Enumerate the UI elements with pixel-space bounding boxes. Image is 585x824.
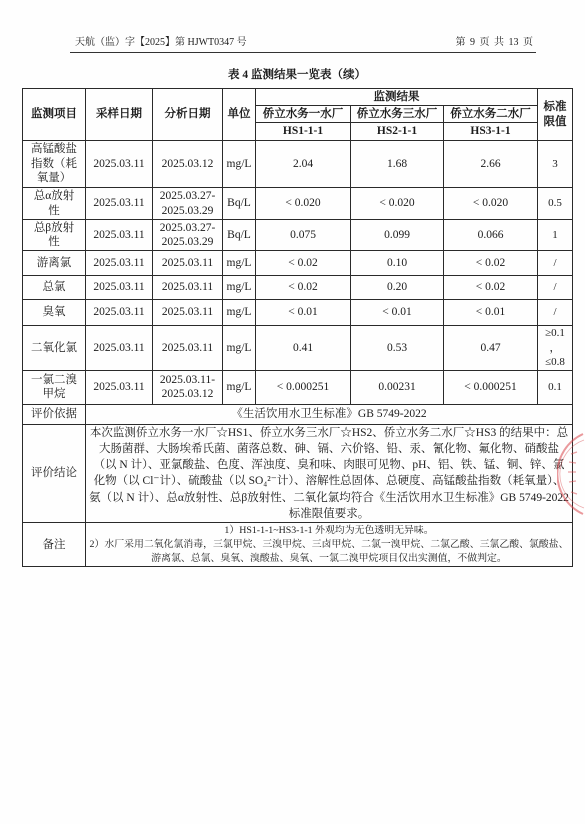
result-hs1: 2.04 [256, 141, 351, 188]
item-cell [23, 251, 86, 276]
standard-limit: ≥0.1，≤0.8 [538, 326, 573, 371]
unit: mg/L [223, 326, 256, 371]
col-header-unit: 单位 [223, 89, 256, 141]
item-cell [23, 188, 86, 220]
evaluation-conclusion-text: 本次监测侨立水务一水厂☆HS1、侨立水务三水厂☆HS2、侨立水务二水厂☆HS3 的结果中：总大肠菌群、大肠埃希氏菌、菌落总数、砷、镉、六价铬、铅、汞、氰化物、氟化物、硝酸盐（以 N 计）、亚氯酸盐、色度、浑浊度、臭和味、肉眼可见物、pH、铝、铁、锰、铜、锌、氯化物（以 Cl⁻计）、硫酸盐（以 SO₄²⁻计）、溶解性总固体、总硬度、高锰酸盐指数（耗氧量）、氨（以 N 计）、总α放射性、总β放射性、二氧化氯均符合《生活饮用水卫生标准》GB 5749-2022 标准限值要求。 [86, 424, 573, 523]
result-hs1: < 0.000251 [256, 370, 351, 404]
unit: mg/L [223, 251, 256, 276]
table-row [23, 188, 573, 220]
table-row [23, 370, 573, 404]
table-row [23, 251, 573, 276]
result-hs2: 0.53 [351, 326, 444, 371]
unit: Bq/L [223, 188, 256, 220]
result-hs2: < 0.020 [351, 188, 444, 220]
standard-limit: / [538, 300, 573, 326]
site-code-hs3: HS3-1-1 [444, 123, 538, 141]
header-rule [70, 52, 536, 53]
result-hs3: < 0.01 [444, 300, 538, 326]
result-hs2: 0.099 [351, 220, 444, 251]
result-hs2: < 0.01 [351, 300, 444, 326]
results-table [22, 88, 573, 567]
unit: mg/L [223, 141, 256, 188]
result-hs2: 0.00231 [351, 370, 444, 404]
evaluation-conclusion-label: 评价结论 [23, 424, 86, 523]
sampling-date: 2025.03.11 [86, 188, 153, 220]
item-name: 高锰酸盐指数（耗氧量） [30, 143, 77, 185]
item-cell [23, 326, 86, 371]
item-cell [23, 141, 86, 188]
result-hs1: < 0.01 [256, 300, 351, 326]
result-hs3: 0.47 [444, 326, 538, 371]
item-cell [23, 300, 86, 326]
item-cell [23, 220, 86, 251]
remarks-cell [86, 523, 573, 567]
standard-limit: 3 [538, 141, 573, 188]
remarks-label: 备注 [23, 523, 86, 567]
table-row [23, 220, 573, 251]
result-hs3: 0.066 [444, 220, 538, 251]
item-cell [23, 370, 86, 404]
analysis-date: 2025.03.11 [153, 251, 223, 276]
analysis-date: 2025.03.11 [153, 300, 223, 326]
col-header-limit-label: 标准限值 [543, 101, 567, 128]
table-title: 表 4 监测结果一览表（续） [228, 69, 366, 81]
item-name: 总氯 [42, 281, 66, 294]
result-hs1: < 0.02 [256, 276, 351, 300]
analysis-date: 2025.03.11-2025.03.12 [153, 370, 223, 404]
standard-limit: 1 [538, 220, 573, 251]
result-hs2: 0.10 [351, 251, 444, 276]
site-code-hs2: HS2-1-1 [351, 123, 444, 141]
item-name: 一氯二溴甲烷 [30, 373, 77, 400]
result-hs3: < 0.020 [444, 188, 538, 220]
remark-item: 1）HS1-1-1~HS3-1-1 外观均为无色透明无异味。 [224, 524, 434, 536]
unit: Bq/L [223, 220, 256, 251]
col-header-item: 监测项目 [23, 89, 86, 141]
standard-limit: 0.1 [538, 370, 573, 404]
unit: mg/L [223, 276, 256, 300]
result-hs1: 0.41 [256, 326, 351, 371]
analysis-date: 2025.03.12 [153, 141, 223, 188]
item-name: 总β放射性 [33, 221, 75, 248]
item-cell [23, 276, 86, 300]
report-number: 天航（监）字【2025】第 HJWT0347 号 [75, 37, 247, 48]
table-row [23, 141, 573, 188]
result-hs1: < 0.02 [256, 251, 351, 276]
sampling-date: 2025.03.11 [86, 141, 153, 188]
table-row [23, 276, 573, 300]
col-header-limit [538, 89, 573, 141]
standard-limit: 0.5 [538, 188, 573, 220]
standard-limit: / [538, 276, 573, 300]
header-row [23, 89, 573, 106]
result-hs2: 0.20 [351, 276, 444, 300]
evaluation-basis-label: 评价依据 [23, 404, 86, 424]
sampling-date: 2025.03.11 [86, 326, 153, 371]
seal-fragment [557, 432, 585, 516]
evaluation-basis-row [23, 404, 573, 424]
evaluation-conclusion-row [23, 424, 573, 523]
sampling-date: 2025.03.11 [86, 370, 153, 404]
analysis-date: 2025.03.27-2025.03.29 [153, 188, 223, 220]
site-name-hs2: 侨立水务三水厂 [351, 106, 444, 123]
remark-item: 2）水厂采用二氧化氯消毒，三氯甲烷、三溴甲烷、三卤甲烷、二氯一溴甲烷、二氯乙酸、三氯乙酸、氯酸盐、游离氯、总氯、臭氧、溴酸盐、臭氧、一氯二溴甲烷项目仅出实测值，不做判定。 [89, 538, 569, 564]
result-hs3: < 0.02 [444, 251, 538, 276]
sampling-date: 2025.03.11 [86, 251, 153, 276]
sampling-date: 2025.03.11 [86, 300, 153, 326]
col-header-sampling-date: 采样日期 [86, 89, 153, 141]
result-hs1: 0.075 [256, 220, 351, 251]
result-hs3: < 0.02 [444, 276, 538, 300]
item-name: 二氧化氯 [30, 341, 77, 354]
col-header-analysis-date: 分析日期 [153, 89, 223, 141]
unit: mg/L [223, 300, 256, 326]
analysis-date: 2025.03.11 [153, 326, 223, 371]
result-hs3: 2.66 [444, 141, 538, 188]
site-name-hs1: 侨立水务一水厂 [256, 106, 351, 123]
item-name: 游离氯 [36, 256, 72, 269]
result-hs1: < 0.020 [256, 188, 351, 220]
analysis-date: 2025.03.27-2025.03.29 [153, 220, 223, 251]
site-code-hs1: HS1-1-1 [256, 123, 351, 141]
analysis-date: 2025.03.11 [153, 276, 223, 300]
sampling-date: 2025.03.11 [86, 276, 153, 300]
remarks-row [23, 523, 573, 567]
page-number: 第 9 页 共 13 页 [455, 37, 533, 48]
item-name: 总α放射性 [33, 190, 75, 217]
result-hs3: < 0.000251 [444, 370, 538, 404]
table-row [23, 300, 573, 326]
col-header-results: 监测结果 [256, 89, 538, 106]
sampling-date: 2025.03.11 [86, 220, 153, 251]
unit: mg/L [223, 370, 256, 404]
standard-limit: / [538, 251, 573, 276]
table-row [23, 326, 573, 371]
item-name: 臭氧 [42, 306, 66, 319]
site-name-hs3: 侨立水务二水厂 [444, 106, 538, 123]
result-hs2: 1.68 [351, 141, 444, 188]
evaluation-basis-text: 《生活饮用水卫生标准》GB 5749-2022 [86, 404, 573, 424]
